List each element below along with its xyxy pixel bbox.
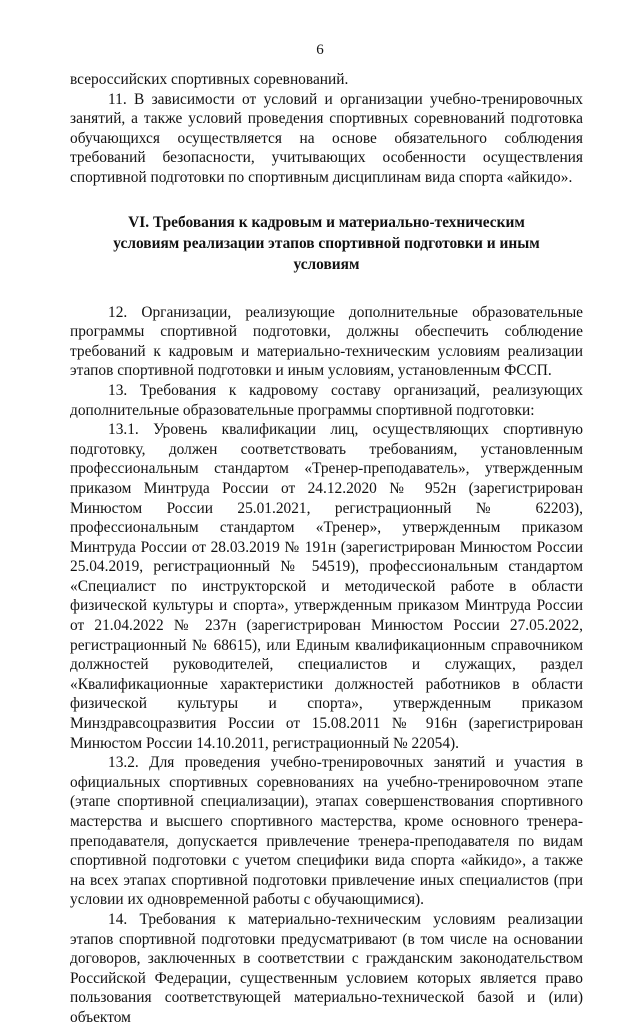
- paragraph-11: 11. В зависимости от условий и организации учебно-тренировочных занятий, а также условий проведения спортивных соревнований подготовка обучающихся осуществляется на основе обязательного соблюдения требований безопасности, учитывающих особенности осуществления спортивной подготовки по спортивным дисциплинам вида спорта «айкидо».: [70, 90, 583, 186]
- document-body: [70, 70, 583, 1028]
- paragraph-continuation: всероссийских спортивных соревнований.: [70, 71, 349, 88]
- paragraph-13-2: 13.2. Для проведения учебно-тренировочных занятий и участия в официальных спортивных соревнованиях на учебно-тренировочном этапе (этапе спортивной специализации), этапах совершенствования спортивного мастерства и высшего спортивного мастерства, кроме основного тренера-преподавателя, допускается привлечение тренера-преподавателя по видам спортивной подготовки с учетом специфики вида спорта «айкидо», а также на всех этапах спортивной подготовки привлечение иных специалистов (при условии их одновременной работы с обучающимися).: [70, 754, 583, 909]
- page-number: 6: [316, 42, 324, 58]
- paragraph-13: 13. Требования к кадровому составу организаций, реализующих дополнительные образовательные программы спортивной подготовки:: [70, 381, 583, 419]
- section-heading: VI. Требования к кадровым и материально-техническим условиям реализации этапов спортивной подготовки и иным условиям: [113, 213, 540, 273]
- paragraph-14: 14. Требования к материально-техническим условиям реализации этапов спортивной подготовки предусматривают (в том числе на основании договоров, заключенных в соответствии с гражданским законодательством Российской Федерации, существенным условием которых является право пользования соответствующей материально-технической базой и (или) объектом: [70, 910, 583, 1026]
- paragraph-13-1: 13.1. Уровень квалификации лиц, осуществляющих спортивную подготовку, должен соответствовать требованиям, установленным профессиональным стандартом «Тренер-преподаватель», утвержденным приказом Минтруда России от 24.12.2020 № 952н (зарегистрирован Минюстом России 25.01.2021, регистрационный № 62203), профессиональным стандартом «Тренер», утвержденным приказом Минтруда России от 28.03.2019 № 191н (зарегистрирован Минюстом России 25.04.2019, регистрационный № 54519), профессиональным стандартом «Специалист по инструкторской и методической работе в области физической культуры и спорта», утвержденным приказом Минтруда России от 21.04.2022 № 237н (зарегистрирован Минюстом России 27.05.2022, регистрационный № 68615), или Единым квалификационным справочником должностей руководителей, специалистов и служащих, раздел «Квалификационные характеристики должностей работников в области физической культуры и спорта», утвержденным приказом Минздравсоцразвития России от 15.08.2011 № 916н (зарегистрирован Минюстом России 14.10.2011, регистрационный № 22054).: [70, 421, 583, 752]
- paragraph-12: 12. Организации, реализующие дополнительные образовательные программы спортивной подготовки, должны обеспечить соблюдение требований к кадровым и материально-техническим условиям реализации этапов спортивной подготовки и иным условиям, установленным ФССП.: [70, 303, 583, 380]
